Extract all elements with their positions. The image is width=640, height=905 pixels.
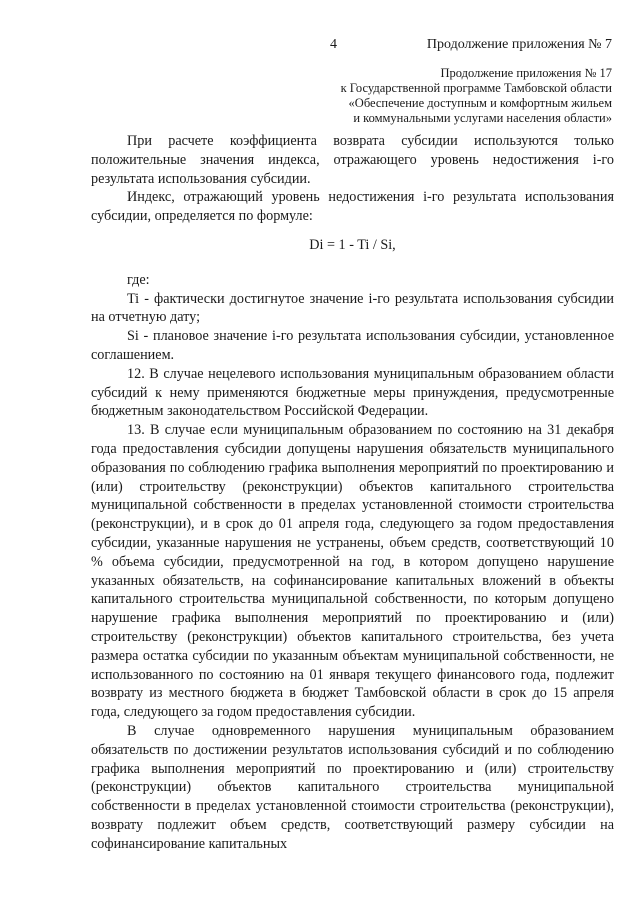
document-body	[91, 132, 614, 853]
paragraph: 12. В случае нецелевого использования муниципальным образованием области субсидий к нему применяются бюджетные меры принуждения, предусмотренные бюджетным законодательством Российской Федерации.	[91, 365, 614, 420]
annex-line: и коммунальными услугами населения области»	[353, 111, 612, 125]
where-label: где:	[127, 271, 150, 288]
formula: Di = 1 - Ti / Si,	[309, 236, 396, 253]
paragraph: Ti - фактически достигнутое значение i-го результата использования субсидии на отчетную дату;	[91, 290, 614, 326]
annex-line: «Обеспечение доступным и комфортным жильем	[348, 96, 612, 110]
annex-line: Продолжение приложения № 17	[440, 66, 612, 80]
paragraph: При расчете коэффициента возврата субсидии используются только положительные значения индекса, отражающего уровень недостижения i-го результата использования субсидии.	[91, 133, 614, 187]
page-number: 4	[330, 37, 337, 52]
paragraph: Индекс, отражающий уровень недостижения i-го результата использования субсидии, определяется по формуле:	[91, 189, 614, 225]
paragraph: В случае одновременного нарушения муниципальным образованием обязательств по достижении результатов использования субсидий и по соблюдению графика выполнения мероприятий по проектированию и (или) строительству (реконструкции) объектов капитального строительства муниципальной собственности в пределах установленной стоимости строительства (реконструкции), возврату подлежит объем средств, соответствующий размеру субсидии на софинансирование капитальных	[91, 722, 614, 852]
paragraph: 13. В случае если муниципальным образованием по состоянию на 31 декабря года предоставления субсидии допущены нарушения обязательств муниципального образования по соблюдению графика выполнения мероприятий по проектированию и (или) строительству (реконструкции) объектов капитального строительства муниципальной собственности в пределах установленной стоимости строительства (реконструкции), и в срок до 01 апреля года, следующего за годом предоставления субсидии, указанные нарушения не устранены, объем средств, соответствующий 10 % объема субсидии, предусмотренной на год, в котором допущено нарушение указанных обязательств, на софинансирование капитальных вложений в объекты капитального строительства муниципальной собственности, по которым допущено нарушение графика выполнения мероприятий по проектированию и (или) строительству (реконструкции) объектов капитального строительства, без учета размера остатка субсидии по указанным объектам муниципальной собственности, не использованного по состоянию на 01 января текущего финансового года, подлежит возврату из местного бюджета в бюджет Тамбовской области в срок до 15 апреля года, следующего за годом предоставления субсидии.	[91, 422, 614, 721]
annex-line: к Государственной программе Тамбовской области	[340, 81, 612, 95]
paragraph: Si - плановое значение i-го результата использования субсидии, установленное соглашением.	[91, 328, 614, 363]
continuation-header: Продолжение приложения № 7	[426, 37, 612, 52]
annex-reference	[312, 66, 612, 126]
